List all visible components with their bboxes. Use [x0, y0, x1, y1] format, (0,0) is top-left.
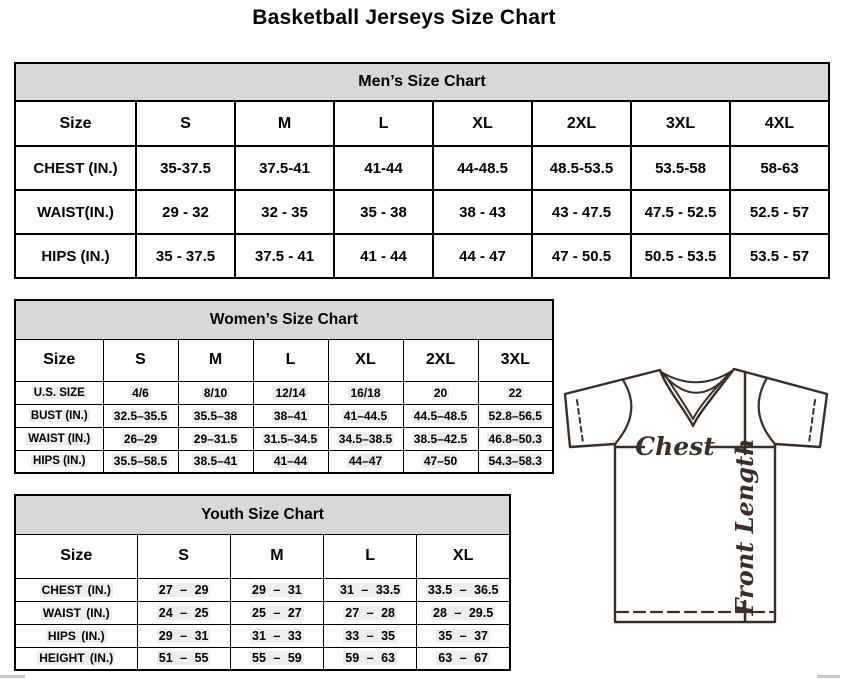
highlighted-text: WAIST (IN.) [28, 432, 91, 445]
size-value-cell [137, 578, 230, 601]
col-header-xl: XL [433, 101, 532, 146]
table-row [15, 647, 510, 670]
highlighted-text: 33 – 35 [345, 628, 395, 643]
size-value-cell [324, 578, 417, 601]
size-value-cell [103, 427, 178, 450]
size-value-cell: 38 - 43 [433, 190, 532, 234]
size-value-cell [253, 404, 328, 427]
col-header-s: S [137, 534, 230, 578]
table-row [15, 578, 510, 601]
table-row [15, 146, 829, 190]
row-label [15, 647, 137, 670]
size-value-cell [403, 404, 478, 427]
size-value-cell [324, 601, 417, 624]
highlighted-text: 22 [508, 385, 522, 400]
table-title: Women’s Size Chart [15, 300, 553, 339]
mens-size-chart-table [14, 62, 830, 279]
size-value-cell [403, 427, 478, 450]
col-header-s: S [103, 339, 178, 381]
highlighted-text: 24 – 25 [158, 605, 209, 620]
col-header-s: S [136, 101, 235, 146]
size-value-cell: 37.5-41 [235, 146, 334, 190]
size-value-cell: 53.5-58 [631, 146, 730, 190]
size-value-cell [230, 601, 323, 624]
row-label [15, 624, 137, 647]
page-title: Basketball Jerseys Size Chart [252, 6, 556, 29]
size-value-cell [103, 450, 178, 473]
highlighted-text: 47–50 [423, 454, 458, 469]
highlighted-text: BUST (IN.) [30, 409, 88, 422]
size-value-cell: 35 - 38 [334, 190, 433, 234]
size-value-cell [253, 450, 328, 473]
size-value-cell [178, 381, 253, 404]
row-label [15, 601, 137, 624]
youth-size-chart-table [14, 494, 511, 671]
highlighted-text: 38–41 [273, 408, 308, 423]
size-value-cell: 53.5 - 57 [730, 234, 829, 278]
table-row [15, 450, 553, 473]
size-value-cell [328, 381, 403, 404]
highlighted-text: 33.5 – 36.5 [427, 582, 499, 597]
size-value-cell [230, 624, 323, 647]
size-value-cell [137, 601, 230, 624]
size-value-cell [403, 450, 478, 473]
col-header-3xl: 3XL [631, 101, 730, 146]
row-label [15, 578, 137, 601]
size-value-cell: 43 - 47.5 [532, 190, 631, 234]
size-value-cell [253, 381, 328, 404]
highlighted-text: 4/6 [132, 385, 149, 400]
size-value-cell [328, 427, 403, 450]
womens-size-chart-table [14, 299, 554, 474]
highlighted-text: 41–44.5 [343, 408, 388, 423]
size-value-cell [137, 624, 230, 647]
col-header-l: L [324, 534, 417, 578]
size-value-cell: 58-63 [730, 146, 829, 190]
highlighted-text: 31 – 33 [252, 628, 302, 643]
table-row [15, 624, 510, 647]
size-value-cell: 32 - 35 [235, 190, 334, 234]
col-header-2xl: 2XL [403, 339, 478, 381]
front-length-label: Front Length [730, 438, 759, 616]
highlighted-text: 8/10 [203, 385, 228, 400]
size-value-cell [253, 427, 328, 450]
size-value-cell [103, 381, 178, 404]
col-header-xl: XL [328, 339, 403, 381]
table-row [15, 234, 829, 278]
col-header-size: Size [15, 534, 137, 578]
table-row [15, 427, 553, 450]
row-label: WAIST(IN.) [15, 190, 136, 234]
size-value-cell [417, 578, 510, 601]
highlighted-text: 29 – 31 [158, 628, 209, 643]
highlighted-text: 35.5–58.5 [113, 454, 168, 469]
highlighted-text: 29–31.5 [193, 431, 238, 446]
highlighted-text: 52.8–56.5 [488, 408, 542, 423]
row-label [15, 427, 103, 450]
highlighted-text: U.S. SIZE [33, 386, 85, 399]
table-row [15, 190, 829, 234]
col-header-size: Size [15, 339, 103, 381]
highlighted-text: 12/14 [275, 385, 306, 400]
highlighted-text: 27 – 29 [158, 582, 209, 597]
highlighted-text: CHEST (IN.) [41, 582, 111, 597]
highlighted-text: 55 – 59 [252, 651, 302, 666]
horizontal-scrollbar-fragment-right[interactable] [817, 675, 840, 678]
col-header-l: L [334, 101, 433, 146]
table-row [15, 404, 553, 427]
size-value-cell [417, 624, 510, 647]
size-value-cell [328, 450, 403, 473]
highlighted-text: 29 – 31 [252, 582, 302, 597]
highlighted-text: 31 – 33.5 [340, 582, 401, 597]
highlighted-text: 54.3–58.3 [488, 454, 542, 469]
highlighted-text: 38.5–42.5 [413, 431, 468, 446]
highlighted-text: 27 – 28 [345, 605, 395, 620]
table-row [15, 381, 553, 404]
highlighted-text: 44–47 [348, 454, 383, 469]
size-value-cell [417, 647, 510, 670]
col-header-3xl: 3XL [478, 339, 553, 381]
col-header-l: L [253, 339, 328, 381]
highlighted-text: HEIGHT (IN.) [39, 651, 114, 666]
size-value-cell [178, 427, 253, 450]
highlighted-text: HIPS (IN.) [33, 455, 86, 468]
size-value-cell: 37.5 - 41 [235, 234, 334, 278]
highlighted-text: 28 – 29.5 [433, 605, 494, 620]
jersey-outline [565, 369, 827, 622]
size-value-cell: 47 - 50.5 [532, 234, 631, 278]
size-value-cell: 44-48.5 [433, 146, 532, 190]
highlighted-text: 46.8–50.3 [488, 431, 542, 446]
col-header-m: M [235, 101, 334, 146]
size-value-cell [324, 647, 417, 670]
size-value-cell [478, 381, 553, 404]
size-value-cell: 35-37.5 [136, 146, 235, 190]
size-value-cell [178, 450, 253, 473]
highlighted-text: 38.5–41 [193, 454, 238, 469]
size-value-cell: 48.5-53.5 [532, 146, 631, 190]
size-value-cell: 41 - 44 [334, 234, 433, 278]
size-value-cell: 47.5 - 52.5 [631, 190, 730, 234]
col-header-m: M [178, 339, 253, 381]
size-value-cell: 52.5 - 57 [730, 190, 829, 234]
highlighted-text: WAIST (IN.) [42, 605, 110, 620]
horizontal-scrollbar-fragment-left[interactable] [0, 675, 25, 678]
row-label [15, 450, 103, 473]
highlighted-text: 41–44 [273, 454, 308, 469]
highlighted-text: 35 – 37 [438, 628, 488, 643]
size-value-cell [103, 404, 178, 427]
size-value-cell: 35 - 37.5 [136, 234, 235, 278]
size-value-cell [328, 404, 403, 427]
size-value-cell [478, 450, 553, 473]
col-header-4xl: 4XL [730, 101, 829, 146]
row-label [15, 404, 103, 427]
highlighted-text: 20 [433, 385, 448, 400]
col-header-xl: XL [417, 534, 510, 578]
table-row [15, 601, 510, 624]
highlighted-text: 59 – 63 [345, 651, 395, 666]
table-title: Youth Size Chart [15, 495, 510, 534]
size-value-cell [478, 404, 553, 427]
highlighted-text: 44.5–48.5 [413, 408, 468, 423]
row-label [15, 381, 103, 404]
size-value-cell [478, 427, 553, 450]
size-value-cell [137, 647, 230, 670]
highlighted-text: 16/18 [350, 385, 381, 400]
col-header-m: M [230, 534, 323, 578]
highlighted-text: 32.5–35.5 [113, 408, 168, 423]
highlighted-text: 25 – 27 [252, 605, 302, 620]
highlighted-text: 34.5–38.5 [338, 431, 393, 446]
col-header-2xl: 2XL [532, 101, 631, 146]
size-value-cell [403, 381, 478, 404]
highlighted-text: 26–29 [123, 431, 158, 446]
size-value-cell [417, 601, 510, 624]
size-value-cell: 41-44 [334, 146, 433, 190]
highlighted-text: 35.5–38 [193, 408, 238, 423]
size-value-cell [178, 404, 253, 427]
row-label: HIPS (IN.) [15, 234, 136, 278]
highlighted-text: 51 – 55 [158, 651, 209, 666]
highlighted-text: 31.5–34.5 [263, 431, 318, 446]
jersey-measurement-diagram [560, 360, 843, 628]
size-value-cell: 44 - 47 [433, 234, 532, 278]
size-value-cell: 50.5 - 53.5 [631, 234, 730, 278]
size-value-cell: 29 - 32 [136, 190, 235, 234]
size-value-cell [230, 647, 323, 670]
col-header-size: Size [15, 101, 136, 146]
size-value-cell [324, 624, 417, 647]
size-value-cell [230, 578, 323, 601]
table-title: Men’s Size Chart [15, 63, 829, 101]
chest-label: Chest [635, 432, 715, 461]
highlighted-text: HIPS (IN.) [47, 628, 105, 643]
row-label: CHEST (IN.) [15, 146, 136, 190]
highlighted-text: 63 – 67 [438, 651, 488, 666]
